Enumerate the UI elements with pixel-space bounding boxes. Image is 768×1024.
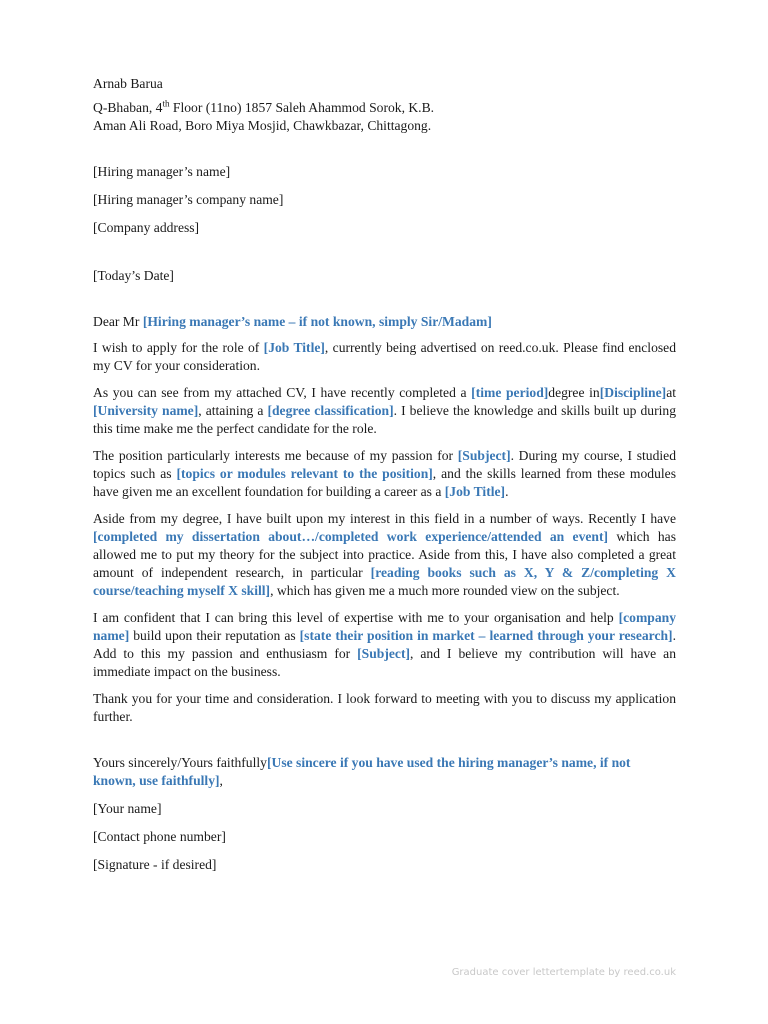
sender-address [93,99,676,135]
sender-address-line-2: Aman Ali Road, Boro Miya Mosjid, Chawkbazar, Chittagong. [93,118,432,133]
signoff-contact-phone: [Contact phone number] [93,829,226,844]
paragraph-interest: The position particularly interests me because of my passion for [Subject]. During my course, I studied topics such as [topics or modules relevant to the position], and the skills learned from these modules have given me an excellent foundation for building a career as a [Job Title]. [93,448,676,499]
paragraph-education: As you can see from my attached CV, I have recently completed a [time period]degree in[Discipline]at [University name], attaining a [degree classification]. I believe the knowledge and skills built up during this time make me the perfect candidate for the role. [93,385,677,436]
recipient-company-name: [Hiring manager’s company name] [93,192,284,207]
recipient-manager-name: [Hiring manager’s name] [93,164,231,179]
sender-address-line-1: Q-Bhaban, 4th Floor (11no) 1857 Saleh Ahammod Sorok, K.B. [93,98,435,115]
salutation: Dear Mr [Hiring manager’s name – if not known, simply Sir/Madam] [93,314,492,329]
signoff-signature: [Signature - if desired] [93,857,217,872]
paragraph-confidence: I am confident that I can bring this level of expertise with me to your organisation and help [company name] build upon their reputation as [state their position in market – learned through your research]. Add to this my passion and enthusiasm for [Subject], and I believe my contribution will have an immediate impact on the business. [93,610,677,679]
closing: Yours sincerely/Yours faithfully[Use sincere if you have used the hiring manager’s name, if not known, use faithfully], [93,755,631,788]
closing-placeholder: [Use sincere if you have used the hiring manager’s name, if not known, use faithfully] [93,755,631,788]
page-footer: Graduate cover lettertemplate by reed.co.uk [451,967,676,978]
paragraph-experience: Aside from my degree, I have built upon my interest in this field in a number of ways. Recently I have [completed my dissertation about…/completed work experience/attended an event] which has allowed me to put my theory for the subject into practice. Aside from this, I have also completed a great amount of independent research, in particular [reading books such as X, Y & Z/completing X course/teaching myself X skill], which has given me a much more rounded view on the subject. [93,511,676,598]
cover-letter [93,75,676,874]
salutation-placeholder: [Hiring manager’s name – if not known, simply Sir/Madam] [142,314,492,329]
sender-name: Arnab Barua [93,76,163,91]
paragraph-intro: I wish to apply for the role of [Job Title], currently being advertised on reed.co.uk. Please find enclosed my CV for your consideration. [93,340,676,373]
letter-date: [Today’s Date] [93,268,174,283]
signoff-your-name: [Your name] [93,801,162,816]
paragraph-thanks: Thank you for your time and consideration. I look forward to meeting with you to discuss my application further. [93,691,676,724]
recipient-company-address: [Company address] [93,220,200,235]
